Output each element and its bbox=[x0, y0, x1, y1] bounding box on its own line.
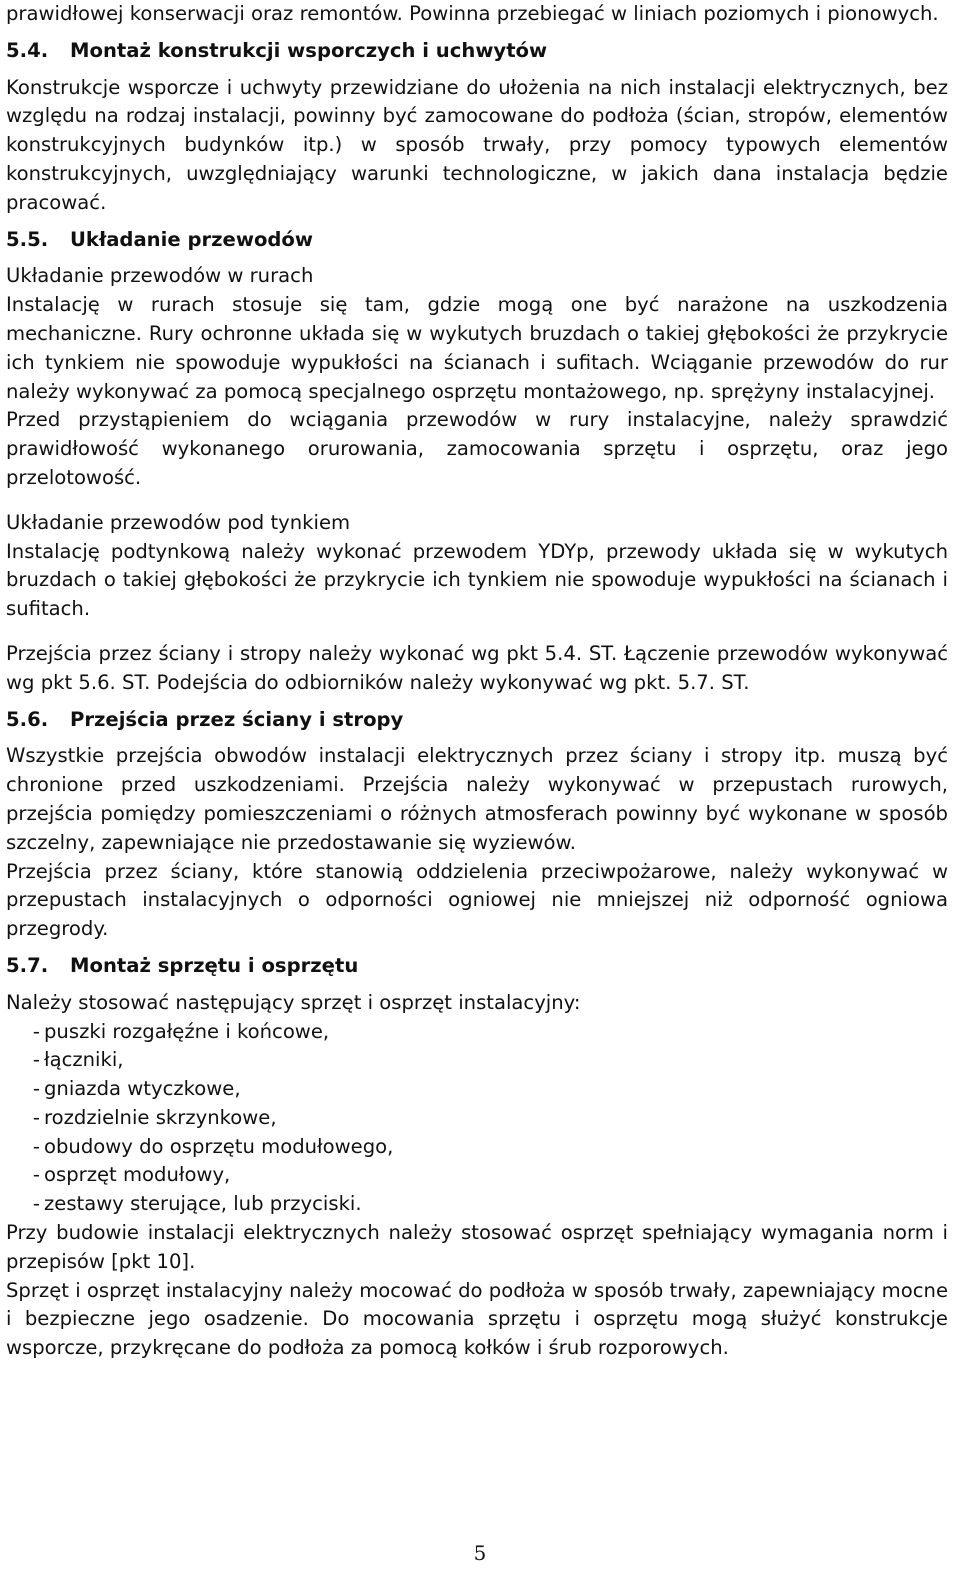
list-item: - łączniki, bbox=[6, 1046, 948, 1075]
section-title: Montaż konstrukcji wsporczych i uchwytów bbox=[70, 38, 548, 62]
crossings-reference-paragraph: Przejścia przez ściany i stropy należy wykonać wg pkt 5.4. ST. Łączenie przewodów wykonywać wg pkt 5.6. ST. Podejścia do odbiorników należy wykonywać wg pkt. 5.7. ST. bbox=[6, 641, 948, 694]
section-5-7-paragraph-1: Przy budowie instalacji elektrycznych należy stosować osprzęt spełniający wymagania norm i przepisów [pkt 10]. bbox=[6, 1221, 948, 1273]
list-item: - zestawy sterujące, lub przyciski. bbox=[6, 1190, 948, 1219]
subsection-title-plaster: Układanie przewodów pod tynkiem bbox=[6, 510, 351, 534]
section-5-6-paragraph-2: Przejścia przez ściany, które stanowią oddzielenia przeciwpożarowe, należy wykonywać w przepustach instalacyjnych o odporności ogniowej nie mniejszej niż odporność ogniowa przegrody. bbox=[6, 859, 948, 941]
section-number: 5.4. bbox=[6, 38, 49, 62]
section-title: Montaż sprzętu i osprzętu bbox=[70, 953, 359, 977]
page-number: 5 bbox=[473, 1541, 487, 1565]
list-item: - puszki rozgałęźne i końcowe, bbox=[6, 1018, 948, 1047]
list-item: - obudowy do osprzętu modułowego, bbox=[6, 1133, 948, 1162]
section-title: Układanie przewodów bbox=[70, 227, 313, 251]
section-title: Przejścia przez ściany i stropy bbox=[70, 707, 404, 731]
list-item: - gniazda wtyczkowe, bbox=[6, 1075, 948, 1104]
pipes-paragraph-2: Przed przystąpieniem do wciągania przewodów w rury instalacyjne, należy sprawdzić prawidłowość wykonanego orurowania, zamocowania sprzętu i osprzętu, oraz jego przelotowość. bbox=[6, 408, 948, 489]
list-item: - osprzęt modułowy, bbox=[6, 1161, 948, 1190]
section-5-6-paragraph-1: Wszystkie przejścia obwodów instalacji elektrycznych przez ściany i stropy itp. muszą być chronione przed uszkodzeniami. Przejścia należy wykonywać w przepustach rurowych, przejścia pomiędzy pomieszczeniami o różnych atmosferach powinny być wykonane w sposób szczelny, zapewniające nie przedostawanie się wyziewów. bbox=[6, 744, 948, 854]
section-heading-5-5 bbox=[6, 226, 948, 255]
list-item: - rozdzielnie skrzynkowe, bbox=[6, 1104, 948, 1133]
section-number: 5.7. bbox=[6, 953, 49, 977]
section-heading-5-4 bbox=[6, 37, 948, 66]
intro-paragraph: prawidłowej konserwacji oraz remontów. Powinna przebiegać w liniach poziomych i pionowych. bbox=[6, 2, 939, 25]
plaster-paragraph: Instalację podtynkową należy wykonać przewodem YDYp, przewody układa się w wykutych bruzdach o takiej głębokości że przykrycie ich tynkiem nie spowoduje wypukłości na ścianach i sufitach. bbox=[6, 539, 948, 621]
section-heading-5-6 bbox=[6, 706, 948, 735]
equipment-list-intro: Należy stosować następujący sprzęt i osprzęt instalacyjny: bbox=[6, 990, 581, 1014]
section-5-7-paragraph-2: Sprzęt i osprzęt instalacyjny należy mocować do podłoża w sposób trwały, zapewniający mocne i bezpieczne jego osadzenie. Do mocowania sprzętu i osprzętu mogą służyć konstrukcje wsporcze, przykręcane do podłoża za pomocą kołków i śrub rozporowych. bbox=[6, 1278, 948, 1360]
section-5-4-body: Konstrukcje wsporcze i uchwyty przewidziane do ułożenia na nich instalacji elektrycznych, bez względu na rodzaj instalacji, powinny być zamocowane do podłoża (ścian, stropów, elementów konstrukcyjnych budynków itp.) w sposób trwały, przy pomocy typowych elementów konstrukcyjnych, uwzględniający warunki technologiczne, w jakich dana instalacja będzie pracować. bbox=[6, 75, 948, 214]
section-number: 5.5. bbox=[6, 227, 49, 251]
section-number: 5.6. bbox=[6, 707, 49, 731]
subsection-title-pipes: Układanie przewodów w rurach bbox=[6, 264, 314, 288]
section-heading-5-7 bbox=[6, 952, 948, 981]
equipment-list bbox=[6, 1018, 948, 1220]
page-content bbox=[6, 0, 948, 1363]
pipes-paragraph-1: Instalację w rurach stosuje się tam, gdzie mogą one być narażone na uszkodzenia mechaniczne. Rury ochronne układa się w wykutych bruzdach o takiej głębokości że przykrycie ich tynkiem nie spowoduje wypukłości na ścianach i sufitach. Wciąganie przewodów do rur należy wykonywać za pomocą specjalnego osprzętu montażowego, np. sprężyny instalacyjnej. bbox=[6, 293, 948, 403]
